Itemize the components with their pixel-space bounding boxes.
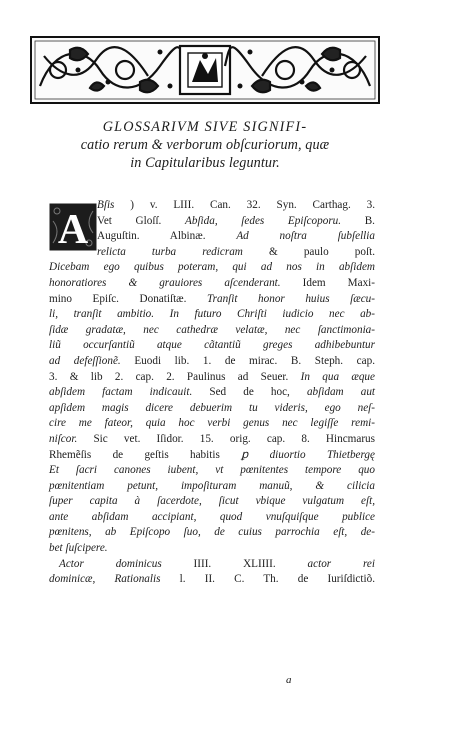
ornamental-headpiece: [30, 36, 380, 104]
body-text-segment: 3. & lib 2. cap. 2. Paulinus ad Seuer.: [49, 370, 301, 383]
page-title: [30, 118, 380, 172]
body-text-segment: l. II. C. Th. de Iuriſdictiõ.: [179, 573, 376, 586]
body-text-segment: ſuper capita à ſacerdote, ſicut vbique vulgatum eſt,: [49, 495, 375, 508]
body-text-segment: Ad noſtra ſubſellia: [236, 230, 375, 243]
body-text-segment: Dicebam ego quibus poteram, qui ad nos in abſidem: [49, 261, 375, 274]
body-text-segment: Euodi lib. 1. de mirac. B. Steph. cap.: [134, 354, 375, 367]
body-text-segment: Actor dominicus: [59, 557, 194, 570]
body-text-segment: B.: [364, 214, 375, 227]
body-text-segment: relicta turba redicram: [97, 245, 269, 258]
body-line: [49, 448, 375, 464]
body-text-segment: bet ſuſcipere.: [49, 542, 108, 555]
body-line: [49, 370, 375, 386]
body-text-segment: Tranſit honor huius ſæcu-: [207, 292, 375, 305]
body-text-segment: ſidæ gradatæ, nec cathedræ velatæ, nec ſanctimonia-: [49, 323, 375, 336]
body-text-segment: Et ſacri canones iubent, vt pœnitentes tempore quo: [49, 464, 375, 477]
body-text-segment: honoratiores & grauiores aſcenderant.: [49, 276, 303, 289]
body-line: [49, 416, 375, 432]
body-line: [49, 541, 375, 557]
body-text-segment: IIII. XLIIII.: [193, 557, 308, 570]
glossary-body-text: [49, 198, 375, 588]
body-text-segment: Rhemẽſis de geſtis habitis: [49, 448, 242, 461]
body-text-segment: dominicæ, Rationalis: [49, 573, 180, 586]
body-text-segment: ) v. LIII. Can. 32. Syn. Carthag. 3.: [130, 199, 376, 211]
body-text-segment: pœnitens, ab Epiſcopo ſuo, de cuius parrochia eſt, de-: [49, 526, 375, 539]
title-line-1: GLOSSARIVM SIVE SIGNIFI-: [102, 119, 308, 135]
body-line: [49, 510, 375, 526]
body-text-segment: abſidam aut: [306, 386, 376, 399]
body-text-segment: Vet Gloſſ.: [97, 214, 186, 227]
body-line: [49, 229, 375, 245]
body-text-segment: Abſida, ſedes Epiſcoporu.: [185, 214, 365, 227]
body-line: [49, 214, 375, 230]
body-line: [49, 557, 375, 573]
body-line: [49, 260, 375, 276]
body-line: [49, 494, 375, 510]
body-line: [49, 307, 375, 323]
catchword: a: [286, 674, 292, 686]
body-line: [49, 354, 375, 370]
body-line: [49, 432, 375, 448]
body-line: [49, 572, 375, 588]
body-text-segment: mino Epiſc. Donatiſtæ.: [49, 292, 208, 305]
body-text-segment: & paulo poſt.: [269, 245, 375, 258]
body-text-segment: Bſis: [97, 199, 131, 211]
body-text-segment: ꝑ diuortio Thietbergę: [241, 448, 375, 461]
body-line: [49, 323, 375, 339]
body-text-segment: apſidem magis dicere debuerim tu videris, ego neſ-: [49, 401, 375, 414]
body-line: [49, 525, 375, 541]
body-text-segment: ante abſidam accipiant, quod vnuſquiſque publice: [49, 510, 375, 523]
body-line: [49, 338, 375, 354]
body-text-segment: Auguſtin. Albinæ.: [97, 230, 237, 243]
drop-cap-letter: A: [57, 207, 89, 251]
body-line: [49, 292, 375, 308]
body-text-segment: actor rei: [307, 557, 375, 570]
body-text-segment: Idem Maxi-: [302, 276, 376, 289]
body-text-segment: Sed de hoc,: [209, 386, 307, 399]
body-text-segment: cire me fateor, quia hoc verbi genus nec legiſſe remi-: [49, 417, 375, 430]
body-line: [49, 198, 375, 214]
body-text-segment: In qua æque: [300, 370, 375, 383]
body-line: [49, 276, 375, 292]
title-line-3: in Capitularibus leguntur.: [130, 155, 280, 171]
body-text-segment: ad defeſſionẽ.: [49, 354, 135, 367]
body-text-segment: abſidem factam indicauit.: [49, 386, 210, 399]
body-line: [49, 385, 375, 401]
body-text-segment: niſcor.: [49, 432, 94, 445]
body-text-segment: pœnitentiam petunt, impoſituram manuũ, & cilicia: [49, 479, 375, 492]
title-line-2: catio rerum & verborum obſcuriorum, quæ: [80, 137, 330, 153]
body-line: [49, 401, 375, 417]
body-text-segment: Sic vet. Iſidor. 15. orig. cap. 8. Hincmarus: [93, 432, 375, 445]
body-text-segment: li, tranſit ambitio. In futuro Chriſti iudicio nec ab-: [49, 308, 375, 321]
body-text-segment: liũ occurſantiũ atque cãtantiũ greges adhibebuntur: [49, 339, 375, 352]
body-line: [49, 245, 375, 261]
body-line: [49, 479, 375, 495]
body-line: [49, 463, 375, 479]
